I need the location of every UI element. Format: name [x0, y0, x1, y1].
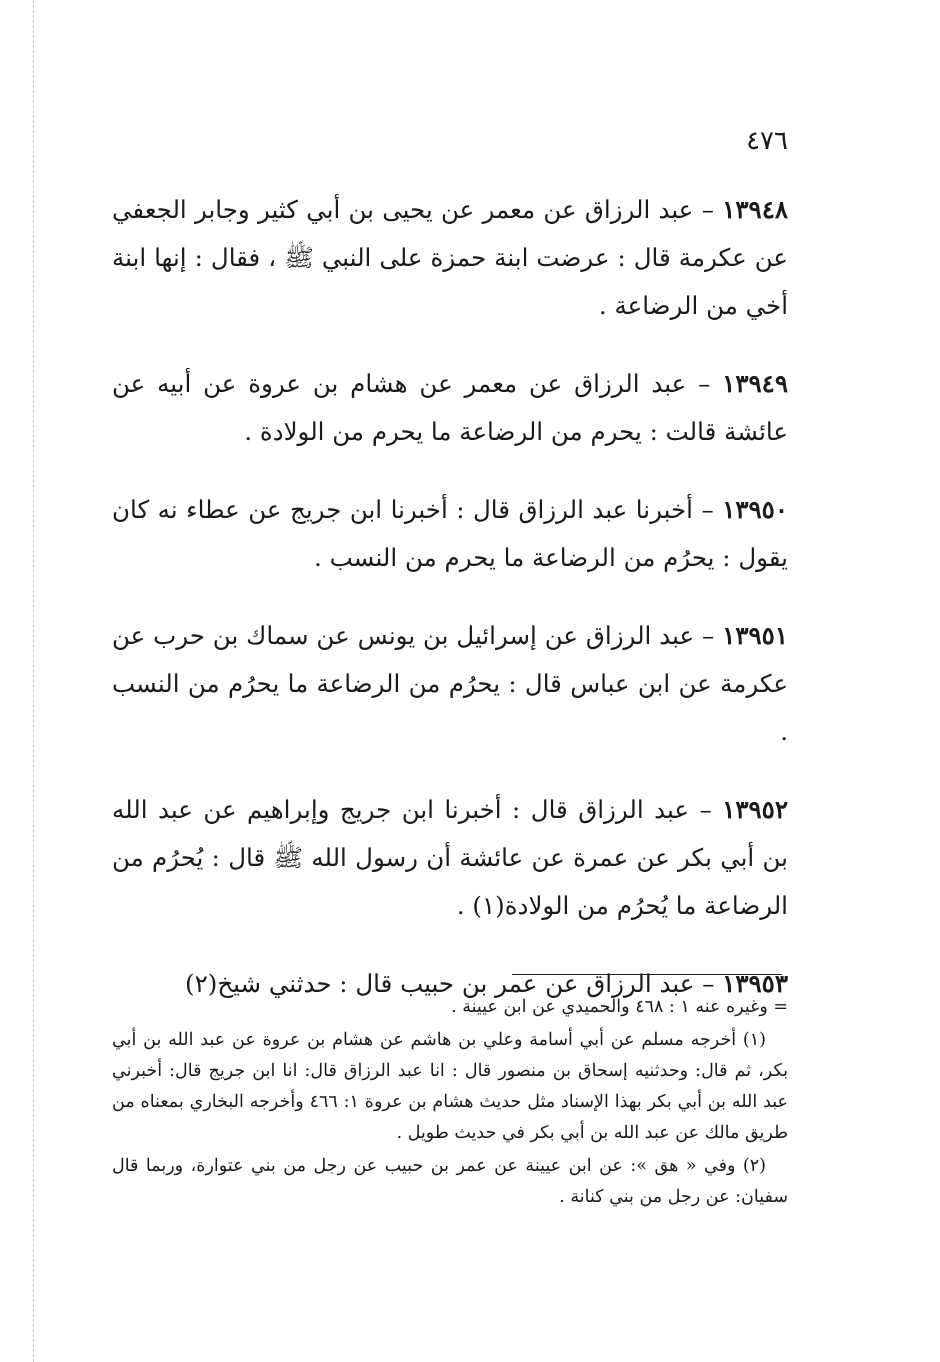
footnotes: [112, 992, 788, 1215]
hadith-entry: [112, 486, 788, 582]
dash: –: [699, 795, 712, 824]
page-edge-line: [33, 0, 34, 1362]
footnote-1: (١) أخرجه مسلم عن أبي أسامة وعلي بن هاشم عن هشام بن عروة عن عبد الله بن أبي بكر، ثم قال: وحدثنيه إسحاق بن منصور قال : انا عبد الرزاق قال: انا ابن جريج قال: أخبرني عبد الله بن أبي بكر بهذا الإسناد مثل حديث هشام بن عروة ١: ٤٦٦ وأخرجه البخاري بمعناه من طريق مالك عن عبد الله بن أبي بكر في حديث طويل .: [112, 1030, 788, 1143]
hadith-text: أخبرنا عبد الرزاق قال : أخبرنا ابن جريج عن عطاء نه كان يقول : يحرُم من الرضاعة ما يحرم من النسب .: [112, 495, 788, 572]
hadith-entry: [112, 186, 788, 330]
hadith-number: ١٣٩٥٣: [722, 969, 788, 998]
hadith-number: ١٣٩٤٩: [722, 369, 788, 398]
dash: –: [702, 621, 715, 650]
dash: –: [701, 495, 714, 524]
hadith-number: ١٣٩٥٠: [722, 495, 788, 524]
hadith-text: عبد الرزاق عن معمر عن يحيى بن أبي كثير وجابر الجعفي عن عكرمة قال : عرضت ابنة حمزة على النبي ﷺ ، فقال : إنها ابنة أخي من الرضاعة .: [112, 195, 788, 320]
hadith-text: عبد الرزاق عن معمر عن هشام بن عروة عن أبيه عن عائشة قالت : يحرم من الرضاعة ما يحرم من الولادة .: [112, 369, 788, 446]
hadith-text: عبد الرزاق قال : أخبرنا ابن جريج وإبراهيم عن عبد الله بن أبي بكر عن عمرة عن عائشة أن رسول الله ﷺ قال : يُحرُم من الرضاعة ما يُحرُم من الولادة(١) .: [112, 795, 788, 920]
hadith-number: ١٣٩٥١: [722, 621, 788, 650]
hadith-entry: [112, 612, 788, 756]
hadith-number: ١٣٩٤٨: [722, 195, 789, 224]
dash: –: [698, 369, 711, 398]
hadith-entry: [112, 786, 788, 930]
hadith-text: عبد الرزاق عن عمر بن حبيب قال : حدثني شيخ(٢): [185, 969, 695, 998]
hadith-number: ١٣٩٥٢: [722, 795, 788, 824]
footnote-continuation: = وغيره عنه ١ : ٤٦٨ والحميدي عن ابن عيينة .: [451, 997, 788, 1017]
dash: –: [701, 195, 714, 224]
page-number: ٤٧٦: [746, 126, 788, 156]
footnote-2: (٢) وفي « هق »: عن ابن عيينة عن عمر بن حبيب عن رجل من بني عتوارة، وربما قال سفيان: عن رجل من بني كنانة .: [112, 1156, 788, 1207]
hadith-entry: [112, 360, 788, 456]
footnote-separator: [512, 974, 782, 975]
dash: –: [702, 969, 715, 998]
hadith-text: عبد الرزاق عن إسرائيل بن يونس عن سماك بن حرب عن عكرمة عن ابن عباس قال : يحرُم من الرضاعة ما يحرُم من النسب .: [112, 621, 788, 746]
main-text: [112, 186, 788, 1038]
